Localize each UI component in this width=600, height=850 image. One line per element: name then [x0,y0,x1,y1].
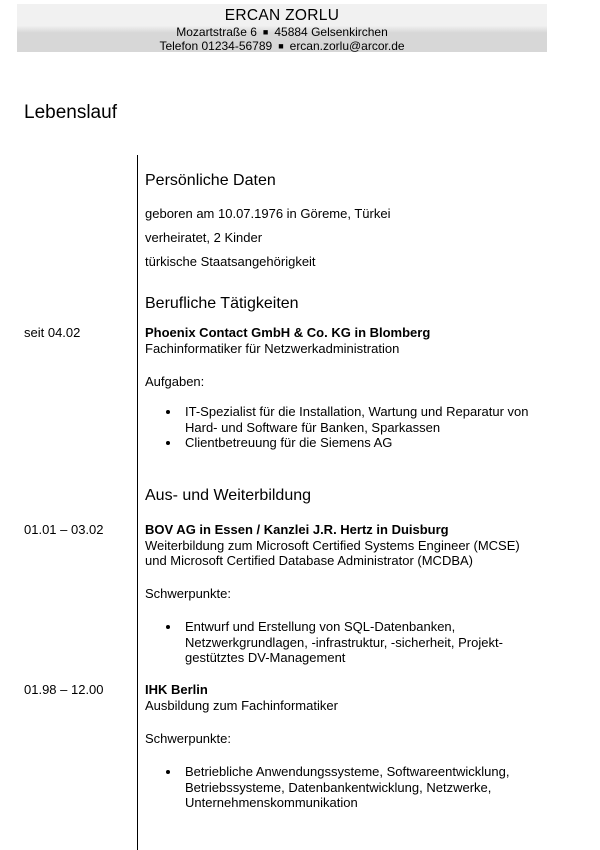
work-company: Phoenix Contact GmbH & Co. KG in Blomberg [145,325,431,340]
work-label: Aufgaben: [145,374,205,389]
list-item: Clientbetreuung für die Siemens AG [185,435,585,451]
email: ercan.zorlu@arcor.de [289,39,405,53]
timeline-divider [137,155,138,850]
personal-birth: geboren am 10.07.1976 in Göreme, Türkei [145,206,391,221]
list-item: Entwurf und Erstellung von SQL-Datenbanken, Netzwerkgrundlagen, -infrastruktur, -sicherheit, Projekt- gestütztes DV-Management [185,619,585,666]
list-item: IT-Spezialist für die Installation, Wartung und Reparatur von Hard- und Software für Banken, Sparkassen [185,404,585,435]
personal-nationality: türkische Staatsangehörigkeit [145,254,316,269]
edu-role-2: Ausbildung zum Fachinformatiker [145,698,338,713]
work-date: seit 04.02 [24,325,81,340]
list-item: Betriebliche Anwendungssysteme, Softwareentwicklung, Betriebssysteme, Datenbankentwicklung, Netzwerke, Unternehmenskommunikation [185,764,585,811]
edu-bullets-2 [185,764,585,811]
applicant-name: ERCAN ZORLU [224,7,340,24]
edu-label-2: Schwerpunkte: [145,731,231,746]
edu-role-1: Weiterbildung zum Microsoft Certified Systems Engineer (MCSE) und Microsoft Certified Database Administrator (MCDBA) [145,538,520,568]
section-heading-personal: Persönliche Daten [145,172,276,189]
edu-bullets-1 [185,619,585,666]
address-line [17,25,547,39]
section-heading-education: Aus- und Weiterbildung [145,487,312,504]
separator-icon: ■ [262,27,269,37]
edu-date-1: 01.01 – 03.02 [24,522,104,537]
work-role: Fachinformatiker für Netzwerkadministration [145,341,400,356]
section-heading-work: Berufliche Tätigkeiten [145,295,299,312]
page-title: Lebenslauf [24,102,117,123]
edu-company-2: IHK Berlin [145,682,208,697]
work-bullets [185,404,585,451]
cv-header [17,4,547,52]
contact-line [17,39,547,53]
edu-label-1: Schwerpunkte: [145,586,231,601]
street: Mozartstraße 6 [176,25,257,39]
personal-family: verheiratet, 2 Kinder [145,230,263,245]
phone: Telefon 01234-56789 [159,39,273,53]
separator-icon: ■ [278,41,284,51]
edu-company-1: BOV AG in Essen / Kanzlei J.R. Hertz in Duisburg [145,522,449,537]
city: 45884 Gelsenkirchen [274,25,388,39]
edu-date-2: 01.98 – 12.00 [24,682,104,697]
